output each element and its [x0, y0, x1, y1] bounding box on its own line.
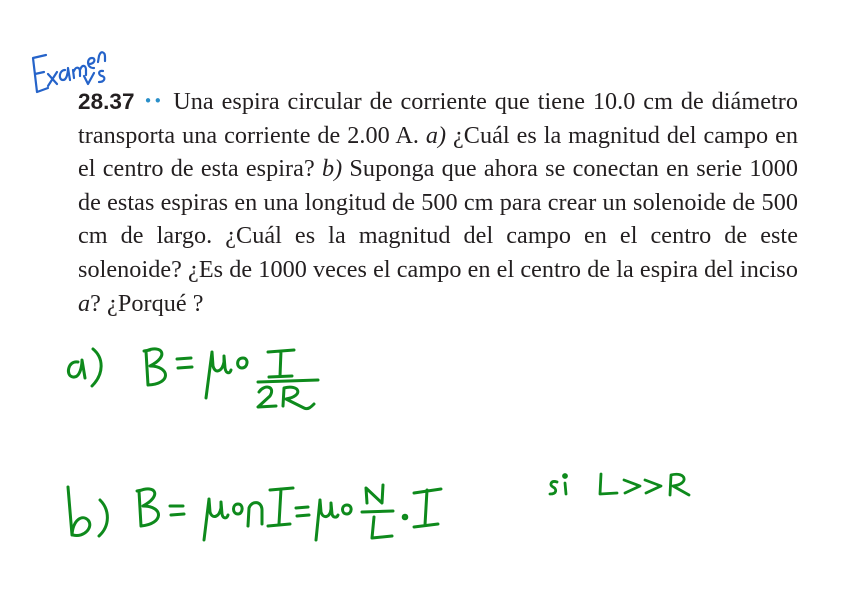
handwritten-part-a — [68, 349, 318, 409]
problem-text-segment-4: ? ¿Porqué ? — [90, 289, 204, 317]
part-a-reference: a — [78, 289, 91, 317]
problem-number: 28.37 — [78, 89, 135, 114]
problem-text-segment-2: ¿Cuál es la magnitud del campo en el centro de esta espira? — [78, 121, 799, 183]
problem-text-segment-1: Una espira circular de corriente que tiene 10.0 cm de diámetro transporta una corriente de 2.00 A. — [78, 88, 798, 149]
difficulty-dots-icon: •• — [143, 92, 164, 110]
problem-text-segment-3: Suponga que ahora se conectan en serie 1000 de estas espiras en una longitud de 500 cm para crear un solenoide de 500 cm de largo. ¿Cuál es la magnitud del campo en el centro de este solenoide? ¿Es de 1000 veces el campo en el centro de la espira del inciso — [78, 155, 798, 283]
part-a-marker: a) — [425, 121, 447, 149]
handwritten-condition — [550, 474, 689, 495]
part-b-marker: b) — [321, 155, 343, 183]
handwritten-part-b — [68, 485, 441, 540]
